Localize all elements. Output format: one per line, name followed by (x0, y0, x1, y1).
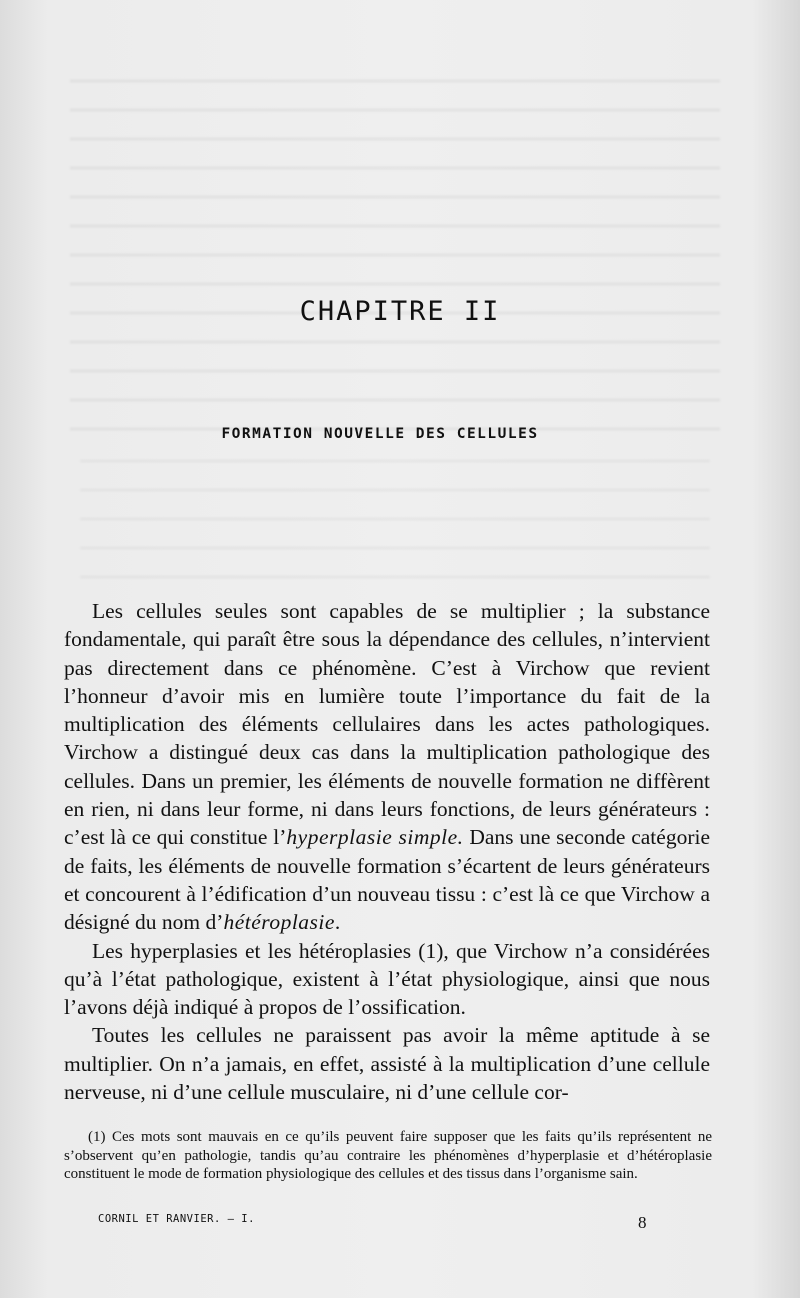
term-heteroplasie: hétéroplasie (223, 910, 335, 935)
show-through-text (80, 440, 710, 590)
running-foot: CORNIL ET RANVIER. — I. (98, 1213, 255, 1225)
paragraph-2: Les hyperplasies et les hétéroplasies (1), que Virchow n’a considérées qu’à l’état pathologique, existent à l’état physiologique, ainsi que nous l’avons déjà indiqué à propos de l’ossification. (64, 938, 710, 1020)
show-through-text (70, 60, 720, 440)
page-number: 8 (638, 1213, 647, 1232)
paragraph-1 (64, 597, 710, 937)
section-title: FORMATION NOUVELLE DES CELLULES (221, 426, 539, 442)
paragraph-1-part-c: . (334, 910, 341, 935)
paragraph-1-part-a: Les cellules seules sont capables de se multiplier ; la substance fondamentale, qui paraît être sous la dépendance des cellules, n’intervient pas directement dans ce phénomène. C’est à Virchow que revient l’honneur d’avoir mis en lumière toute l’importance du fait de la multiplication des éléments cellulaires dans les actes pathologiques. Virchow a distingué deux cas dans la multiplication pathologique des cellules. Dans un premier, les éléments de nouvelle formation ne diffèrent en rien, ni dans leur forme, ni dans leurs fonctions, de leurs générateurs : c’est là ce qui constitue l’ (64, 599, 710, 850)
paragraph-1-part-b: Dans une seconde catégorie de faits, les éléments de nouvelle formation s’écartent de leurs générateurs et concourent à l’édification d’un nouveau tissu : c’est là ce que Virchow a désigné du nom d’ (64, 825, 710, 935)
chapter-title: CHAPITRE II (299, 296, 501, 327)
footnote-text: (1) Ces mots sont mauvais en ce qu’ils peuvent faire supposer que les faits qu’ils représentent ne s’observent qu’en pathologie, tandis qu’au contraire les phénomènes d’hyperplasie et d’hétéroplasie constituent le mode de formation physiologique des cellules et des tissus dans l’organisme sain. (64, 1129, 712, 1182)
paragraph-3: Toutes les cellules ne paraissent pas avoir la même aptitude à se multiplier. On n’a jamais, en effet, assisté à la multiplication d’une cellule nerveuse, ni d’une cellule musculaire, ni d’une cellule cor- (64, 1023, 710, 1105)
term-hyperplasie-simple: hyperplasie simple. (286, 825, 464, 850)
footnote (64, 1128, 712, 1184)
body-text (64, 597, 710, 1106)
